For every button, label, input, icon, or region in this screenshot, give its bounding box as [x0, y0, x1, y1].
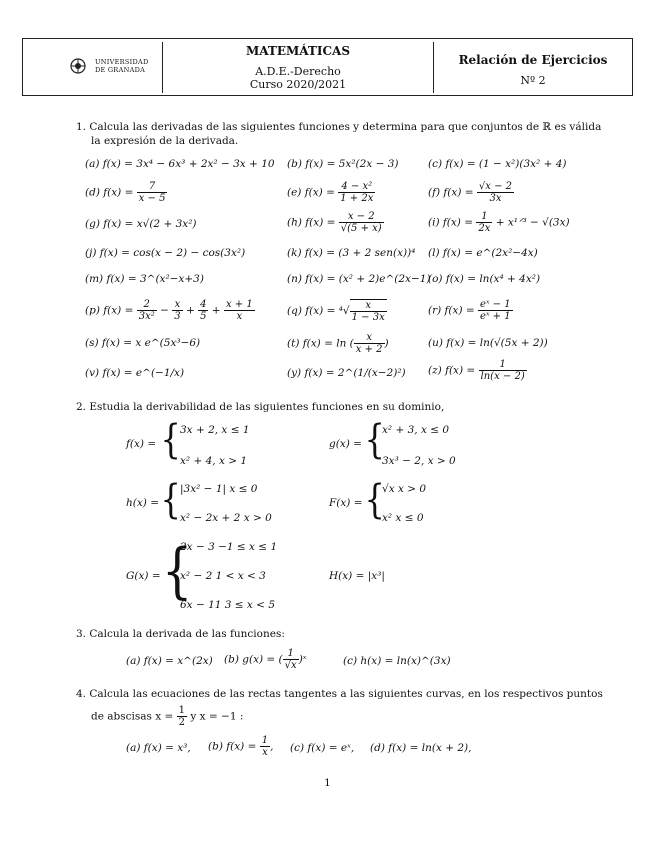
item-o: (o) f(x) = ln(x⁴ + 4x²) [428, 273, 541, 285]
item-k: (k) f(x) = (3 + 2 sen(x))⁴ [287, 247, 416, 259]
h-name: h(x) = [126, 497, 160, 509]
F-case-1: √x x > 0 [382, 483, 427, 495]
item-z: (z) f(x) = $\frac{1}{\ln(x - 2)}$ [428, 359, 525, 382]
h-case-2: x² − 2x + 2 x > 0 [180, 512, 272, 524]
exercise-1-statement-cont: la expresión de la derivada. [91, 135, 239, 147]
item-h: (h) f(x) = $\frac{x - 2}{√(5 + x)}$ [287, 211, 382, 234]
g-name: g(x) = [329, 438, 362, 450]
h-case-1: |3x² − 1| x ≤ 0 [180, 483, 258, 495]
item-f: (f) f(x) = $\frac{√x - 2}{3x}$ [428, 181, 513, 204]
item-a: (a) f(x) = 3x⁴ − 6x³ + 2x² − 3x + 10 [85, 158, 275, 170]
exercise-4-statement-cont: de abscisas x = $\frac{1}{2}$ y x = −1 : [91, 705, 244, 728]
item-c: (c) f(x) = (1 − x²)(3x² + 4) [428, 158, 567, 170]
course-label: Curso 2020/2021 [249, 78, 347, 91]
H-definition: H(x) = |x³| [329, 570, 385, 582]
item-y: (y) f(x) = 2^(1/(x−2)²) [287, 367, 406, 379]
page-number: 1 [324, 777, 331, 789]
g-case-1: x² + 3, x ≤ 0 [382, 424, 450, 436]
g-case-2: 3x³ − 2, x > 0 [382, 455, 456, 467]
left-brace: { [364, 477, 385, 523]
item-v: (v) f(x) = e^(−1/x) [85, 367, 185, 379]
f-name: f(x) = [126, 438, 157, 450]
left-brace: { [160, 417, 181, 463]
G-case-1: 2x − 3 −1 ≤ x ≤ 1 [180, 541, 278, 553]
exercise-1-statement: 1. Calcula las derivadas de las siguientes funciones y determina para que conjuntos de ℝ es válida [76, 121, 602, 133]
item-r: (r) f(x) = $\frac{\text{eˣ − 1}}{\text{eˣ + 1}}$ [428, 299, 511, 322]
item-u: (u) f(x) = ln(√(5x + 2)) [428, 337, 548, 349]
degree-label: A.D.E.-Derecho [255, 65, 341, 78]
item-i: (i) f(x) = $\frac{1}{2x}$ + x¹ᐟ³ − √(3x) [428, 211, 570, 234]
item-n: (n) f(x) = (x² + 2)e^(2x−1) [287, 273, 431, 285]
ex4-c: (c) f(x) = eˣ, [290, 742, 355, 754]
subject-title: MATEMÁTICAS [245, 44, 351, 58]
ex3-a: (a) f(x) = x^(2x) [126, 655, 213, 667]
G-case-3: 6x − 11 3 ≤ x < 5 [180, 599, 276, 611]
sheet-cell [434, 39, 632, 87]
left-brace: { [161, 536, 193, 606]
item-s: (s) f(x) = x e^(5x³−6) [85, 337, 201, 349]
item-p: (p) f(x) = $\frac{2}{\text{3x²}}$ − $\frac{x}{3}$ + $\frac{4}{5}$ + $\frac{x + 1}{x}$ [85, 299, 253, 322]
left-brace: { [364, 417, 385, 463]
item-d: (d) f(x) = $\frac{7}{x - 5}$ [85, 181, 166, 204]
G-case-2: x² − 2 1 < x < 3 [180, 570, 266, 582]
ex4-b: (b) f(x) = $\frac{1}{x}$ , [208, 735, 274, 758]
f-case-1: 3x + 2, x ≤ 1 [180, 424, 250, 436]
G-name: G(x) = [126, 570, 161, 582]
f-case-2: x² + 4, x > 1 [180, 455, 248, 467]
item-e: (e) f(x) = $\frac{\text{4 − x²}}{1 + 2x}$ [287, 181, 374, 204]
item-t: (t) f(x) = ln ( $\frac{x}{x + 2}$ ) [287, 332, 389, 355]
university-crest-icon [69, 57, 87, 75]
ex3-c: (c) h(x) = ln(x)^(3x) [343, 655, 451, 667]
exercise-2-statement: 2. Estudia la derivabilidad de las siguientes funciones en su dominio, [76, 401, 445, 413]
item-l: (l) f(x) = e^(2x²−4x) [428, 247, 538, 259]
F-name: F(x) = [329, 497, 363, 509]
ex4-a: (a) f(x) = x³, [126, 742, 191, 754]
ex3-b: (b) g(x) = ( $\frac{1}{√x}$ )ˣ [224, 648, 307, 671]
exercise-3-statement: 3. Calcula la derivada de las funciones: [76, 628, 285, 640]
sheet-number: Nº 2 [520, 74, 546, 87]
subject-cell [163, 39, 433, 91]
logo-cell [23, 39, 162, 95]
item-b: (b) f(x) = 5x²(2x − 3) [287, 158, 399, 170]
university-name: UNIVERSIDAD DE GRANADA [95, 58, 149, 74]
F-case-2: x² x ≤ 0 [382, 512, 424, 524]
ex4-d: (d) f(x) = ln(x + 2), [370, 742, 472, 754]
item-m: (m) f(x) = 3^(x²−x+3) [85, 273, 204, 285]
item-g: (g) f(x) = x√(2 + 3x²) [85, 218, 197, 230]
header-box [22, 38, 633, 96]
left-brace: { [160, 477, 181, 523]
item-q: (q) f(x) = ⁴√ $\frac{x}{1 - 3x}$ [287, 300, 385, 323]
exercise-4-statement: 4. Calcula las ecuaciones de las rectas tangentes a las siguientes curvas, en los respectivos puntos [76, 688, 603, 700]
sheet-title: Relación de Ejercicios [458, 53, 608, 67]
item-j: (j) f(x) = cos(x − 2) − cos(3x²) [85, 247, 246, 259]
